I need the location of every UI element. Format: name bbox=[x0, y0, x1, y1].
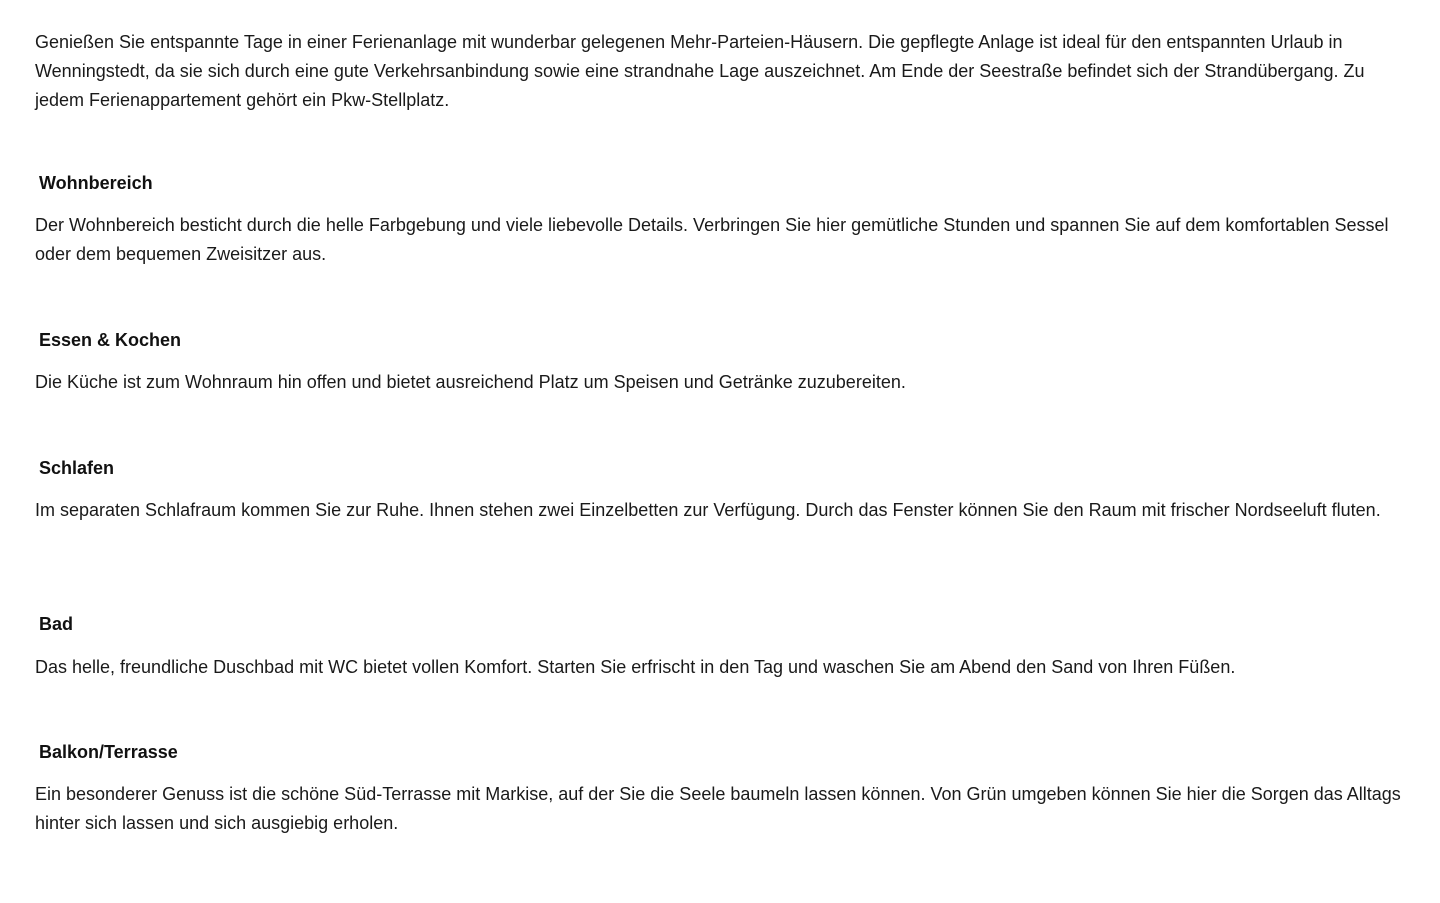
section-heading-wohnbereich: Wohnbereich bbox=[39, 173, 153, 193]
section-heading-schlafen: Schlafen bbox=[39, 458, 115, 478]
section-heading-essen-kochen: Essen & Kochen bbox=[39, 330, 182, 350]
section-text-essen-kochen: Die Küche ist zum Wohnraum hin offen und bietet ausreichend Platz um Speisen und Getränke zuzubereiten. bbox=[35, 372, 906, 392]
section-heading-bad: Bad bbox=[39, 614, 74, 634]
section-text-wohnbereich: Der Wohnbereich besticht durch die helle Farbgebung und viele liebevolle Details. Verbringen Sie hier gemütliche Stunden und spannen Sie auf dem komfortablen Sessel oder dem bequemen Zweisitzer aus. bbox=[35, 215, 1389, 264]
section-heading-balkon-terrasse: Balkon/Terrasse bbox=[39, 742, 178, 762]
intro-paragraph: Genießen Sie entspannte Tage in einer Ferienanlage mit wunderbar gelegenen Mehr-Parteien-Häusern. Die gepflegte Anlage ist ideal für den entspannten Urlaub in Wenningstedt, da sie sich durch eine gute Verkehrsanbindung sowie eine strandnahe Lage auszeichnet. Am Ende der Seestraße befindet sich der Strandübergang. Zu jedem Ferienappartement gehört ein Pkw-Stellplatz. bbox=[35, 32, 1365, 110]
section-text-schlafen: Im separaten Schlafraum kommen Sie zur Ruhe. Ihnen stehen zwei Einzelbetten zur Verfügung. Durch das Fenster können Sie den Raum mit frischer Nordseeluft fluten. bbox=[35, 500, 1381, 520]
section-text-balkon-terrasse: Ein besonderer Genuss ist die schöne Süd-Terrasse mit Markise, auf der Sie die Seele baumeln lassen können. Von Grün umgeben können Sie hier die Sorgen das Alltags hinter sich lassen und sich ausgiebig erholen. bbox=[35, 784, 1401, 833]
section-text-bad: Das helle, freundliche Duschbad mit WC bietet vollen Komfort. Starten Sie erfrischt in den Tag und waschen Sie am Abend den Sand von Ihren Füßen. bbox=[35, 657, 1236, 677]
